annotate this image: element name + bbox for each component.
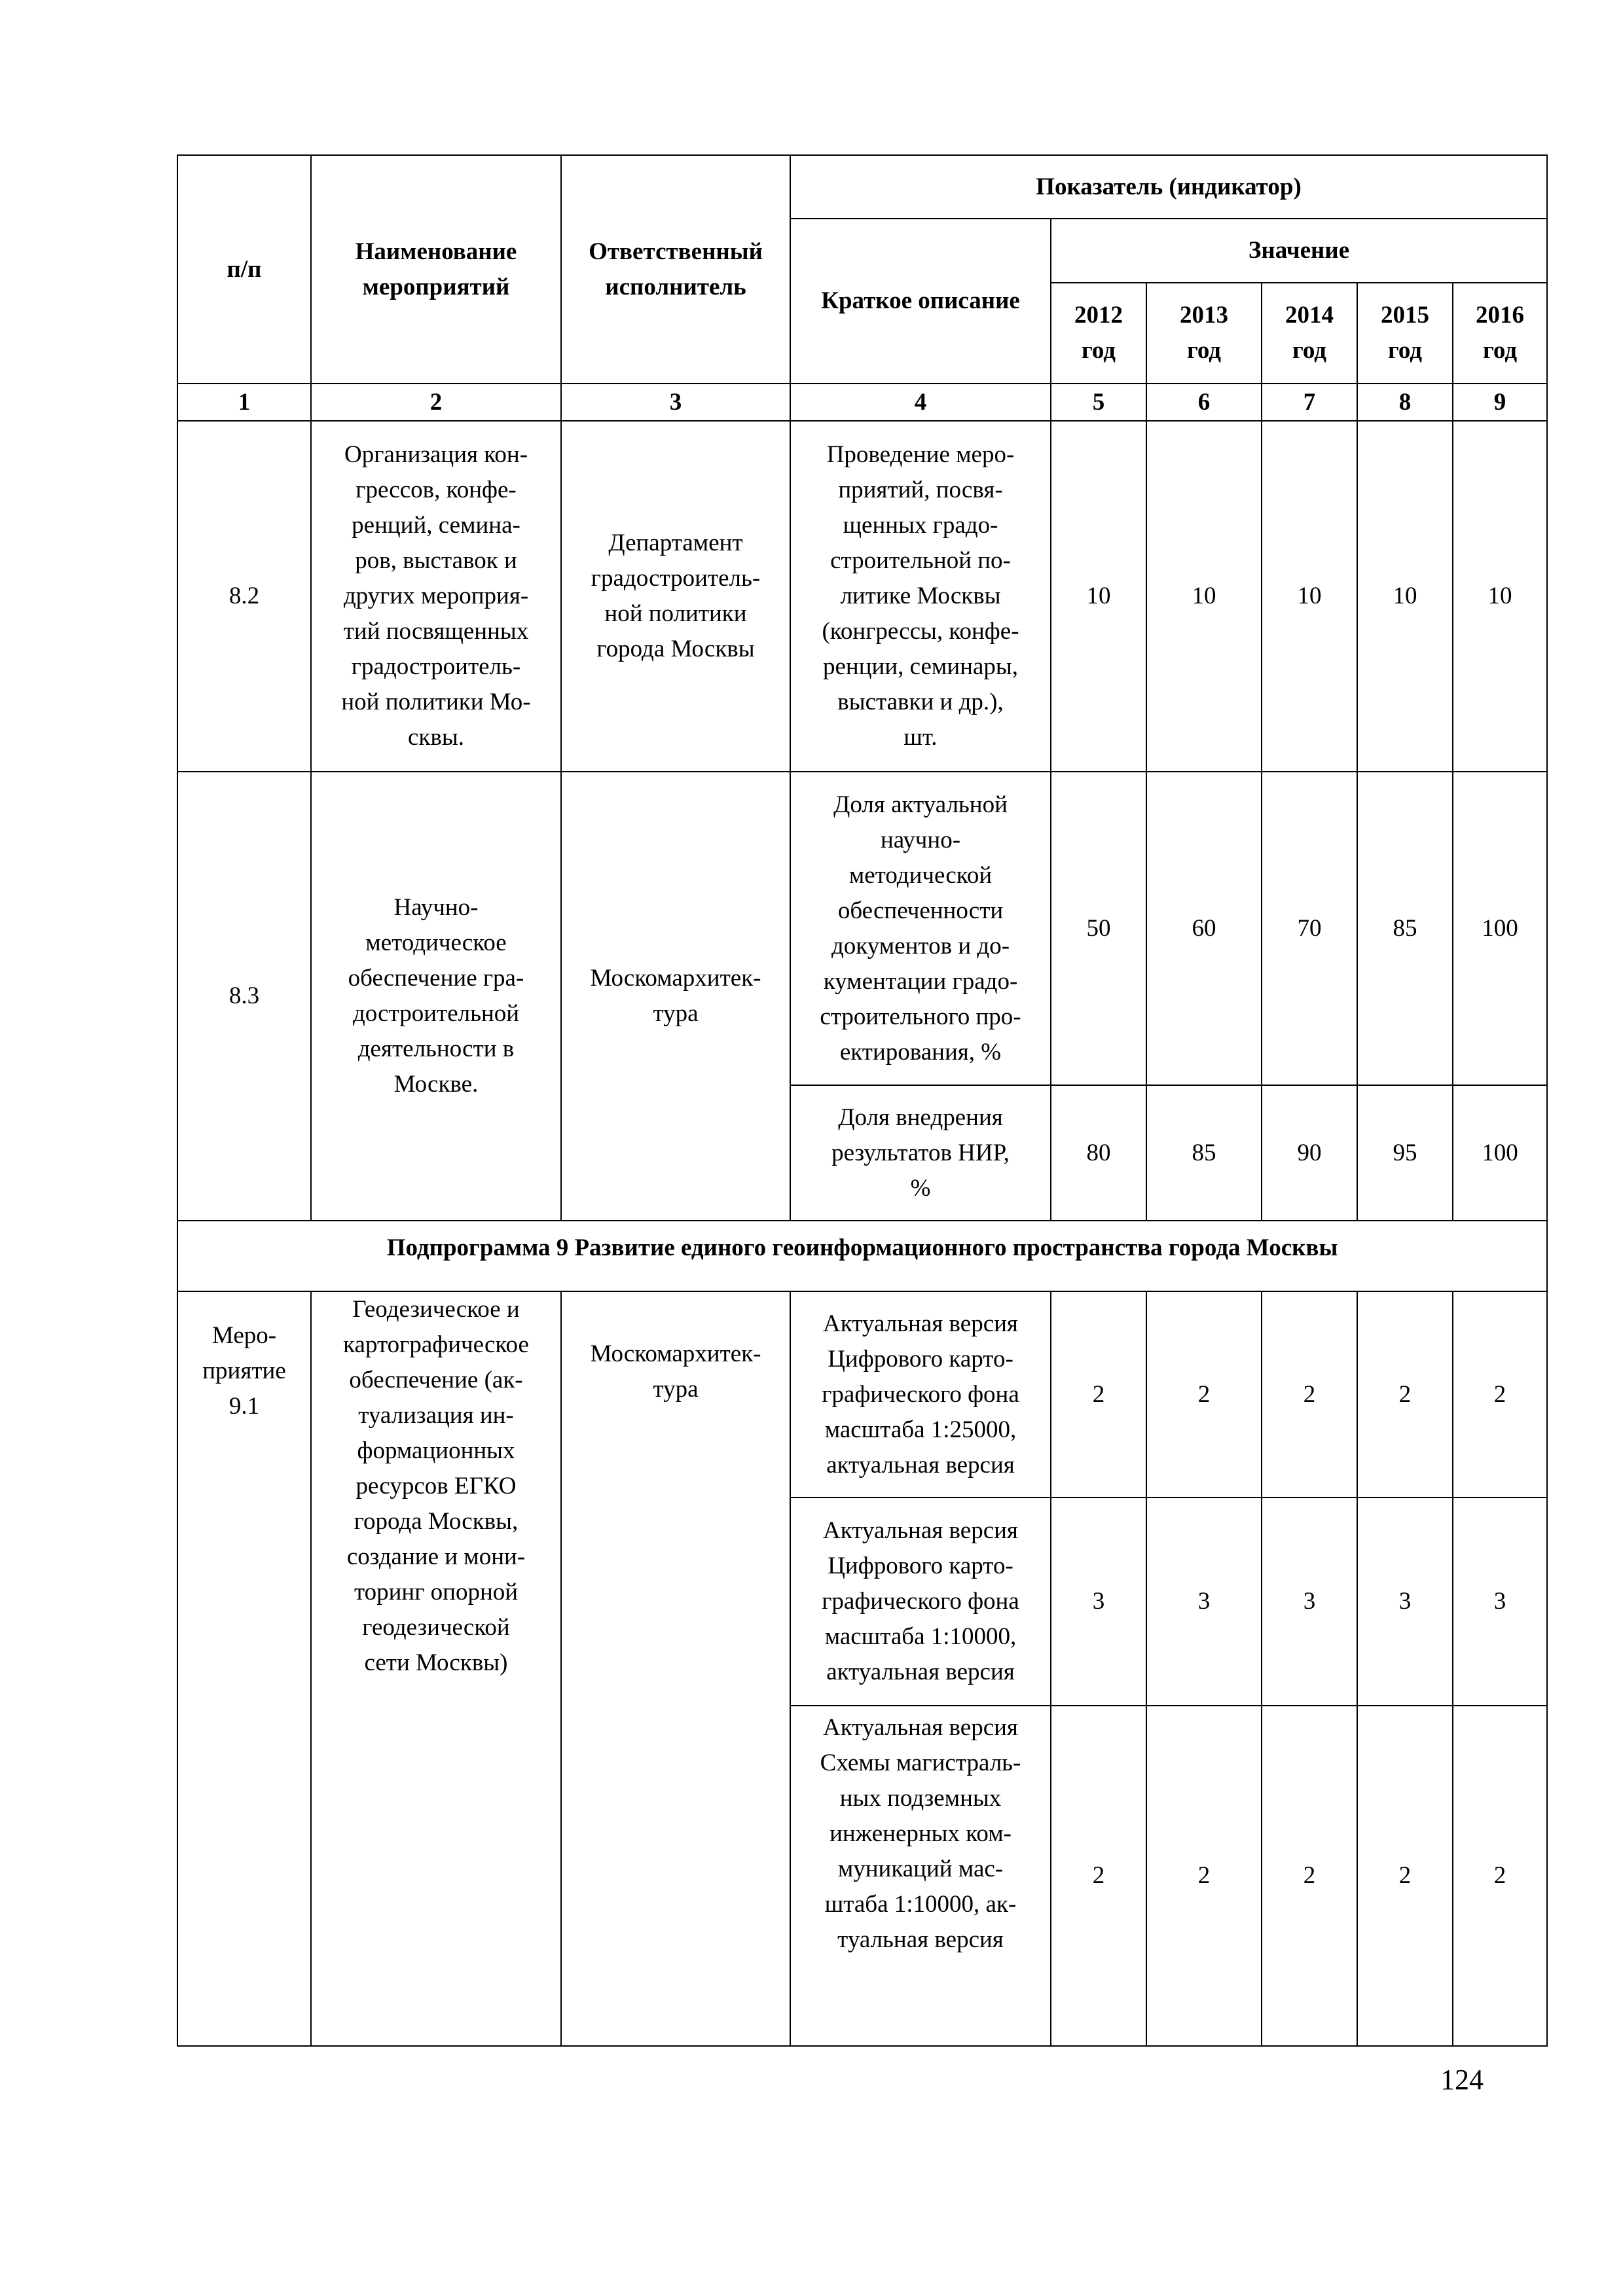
- value-2014: 3: [1262, 1498, 1357, 1706]
- responsible-executor: Москомархитек- тура: [561, 772, 790, 1221]
- indicator-description: Актуальная версия Цифрового карто- графического фона масштаба 1:10000, актуальная версия: [790, 1498, 1051, 1706]
- col-number-6: 6: [1146, 384, 1262, 421]
- col-number-1: 1: [177, 384, 311, 421]
- value-2014: 2: [1262, 1706, 1357, 2046]
- row-number: 8.3: [177, 772, 311, 1221]
- measure-name: Геодезическое и картографическое обеспечение (ак- туализация ин- формационных ресурсов ЕГКО города Москвы, создание и мони- торинг опорной геодезической сети Москвы): [311, 1291, 561, 2046]
- value-2015: 95: [1357, 1085, 1453, 1221]
- value-2016: 3: [1453, 1498, 1547, 1706]
- indicator-description: Доля актуальной научно- методической обеспеченности документов и до- кументации градо- строительного про- ектирования, %: [790, 772, 1051, 1085]
- value-2012: 3: [1051, 1498, 1146, 1706]
- value-2016: 2: [1453, 1291, 1547, 1498]
- value-2013: 2: [1146, 1706, 1262, 2046]
- value-2013: 3: [1146, 1498, 1262, 1706]
- value-2015: 2: [1357, 1706, 1453, 2046]
- value-2013: 60: [1146, 772, 1262, 1085]
- measure-name: Организация кон- грессов, конфе- ренций, семина- ров, выставок и других мероприя- тий посвященных градостроитель- ной политики Мо- сквы.: [311, 421, 561, 772]
- page-number: 124: [1440, 2064, 1484, 2096]
- col-number-5: 5: [1051, 384, 1146, 421]
- header-year-2015: 2015 год: [1357, 283, 1453, 384]
- header-description: Краткое описание: [790, 219, 1051, 384]
- indicator-description: Актуальная версия Цифрового карто- графического фона масштаба 1:25000, актуальная версия: [790, 1291, 1051, 1498]
- measure-name: Научно- методическое обеспечение гра- достроительной деятельности в Москве.: [311, 772, 561, 1221]
- col-number-3: 3: [561, 384, 790, 421]
- table-row: [177, 772, 1547, 1085]
- header-year-2016: 2016 год: [1453, 283, 1547, 384]
- table-row: [177, 421, 1547, 772]
- responsible-executor: Департамент градостроитель- ной политики города Москвы: [561, 421, 790, 772]
- value-2015: 2: [1357, 1291, 1453, 1498]
- col-number-7: 7: [1262, 384, 1357, 421]
- value-2015: 10: [1357, 421, 1453, 772]
- value-2012: 50: [1051, 772, 1146, 1085]
- value-2014: 90: [1262, 1085, 1357, 1221]
- row-number: Меро- приятие 9.1: [177, 1291, 311, 2046]
- value-2012: 10: [1051, 421, 1146, 772]
- value-2016: 10: [1453, 421, 1547, 772]
- header-value: Значение: [1051, 219, 1547, 283]
- value-2013: 2: [1146, 1291, 1262, 1498]
- value-2016: 2: [1453, 1706, 1547, 2046]
- indicators-table: [177, 154, 1548, 2047]
- value-2016: 100: [1453, 772, 1547, 1085]
- value-2016: 100: [1453, 1085, 1547, 1221]
- value-2013: 85: [1146, 1085, 1262, 1221]
- value-2012: 80: [1051, 1085, 1146, 1221]
- col-number-4: 4: [790, 384, 1051, 421]
- header-year-2013: 2013 год: [1146, 283, 1262, 384]
- value-2014: 70: [1262, 772, 1357, 1085]
- header-year-2012: 2012 год: [1051, 283, 1146, 384]
- col-number-9: 9: [1453, 384, 1547, 421]
- col-number-8: 8: [1357, 384, 1453, 421]
- value-2013: 10: [1146, 421, 1262, 772]
- indicator-description: Доля внедрения результатов НИР, %: [790, 1085, 1051, 1221]
- header-responsible: Ответственный исполнитель: [561, 155, 790, 384]
- header-indicator: Показатель (индикатор): [790, 155, 1547, 219]
- header-pp: п/п: [177, 155, 311, 384]
- row-number: 8.2: [177, 421, 311, 772]
- value-2015: 3: [1357, 1498, 1453, 1706]
- table-row: [177, 1291, 1547, 1498]
- value-2012: 2: [1051, 1291, 1146, 1498]
- subprogram-heading: Подпрограмма 9 Развитие единого геоинформационного пространства города Москвы: [177, 1221, 1547, 1291]
- value-2015: 85: [1357, 772, 1453, 1085]
- header-year-2014: 2014 год: [1262, 283, 1357, 384]
- value-2012: 2: [1051, 1706, 1146, 2046]
- col-number-2: 2: [311, 384, 561, 421]
- header-name: Наименование мероприятий: [311, 155, 561, 384]
- value-2014: 2: [1262, 1291, 1357, 1498]
- indicator-description: Актуальная версия Схемы магистраль- ных подземных инженерных ком- муникаций мас- штаба 1:10000, ак- туальная версия: [790, 1706, 1051, 2046]
- value-2014: 10: [1262, 421, 1357, 772]
- responsible-executor: Москомархитек- тура: [561, 1291, 790, 2046]
- indicator-description: Проведение меро- приятий, посвя- щенных градо- строительной по- литике Москвы (конгрессы, конфе- ренции, семинары, выставки и др.), шт.: [790, 421, 1051, 772]
